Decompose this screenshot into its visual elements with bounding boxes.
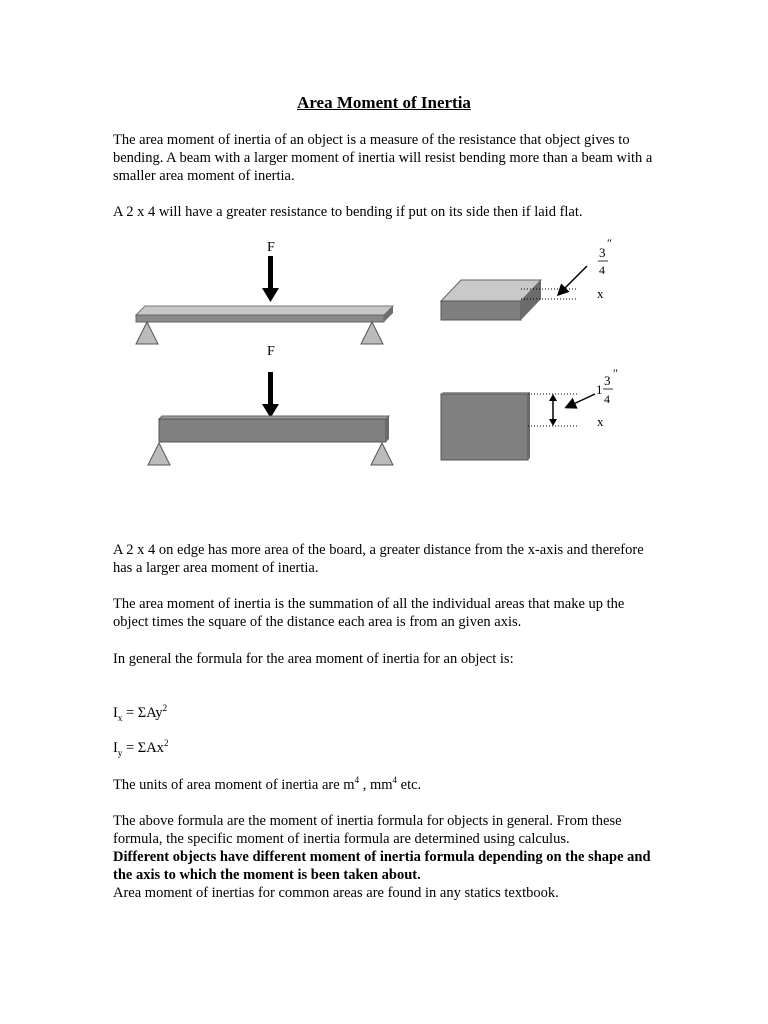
flat-dim-inch: ″ — [607, 236, 612, 250]
force-arrow-bottom — [262, 372, 279, 418]
force-label-top: F — [267, 240, 275, 255]
edge-cross-section — [441, 392, 530, 460]
beam-diagram — [0, 230, 768, 480]
formula-ix: $I_x = \Sigma Ay^2$ — [113, 703, 168, 723]
closing-paragraph — [113, 812, 653, 902]
summation-paragraph: The area moment of inertia is the summation of all the individual areas that make up the object times the square of the distance each area is from an given axis. — [113, 596, 625, 630]
edge-height-dimension — [549, 394, 557, 426]
closing-plain-text: The above formula are the moment of inertia formula for objects in general. From these formula, the specific moment of inertia formula are determined using calculus. — [113, 813, 622, 847]
edge-dim-inch: ″ — [613, 366, 618, 380]
edge-dim-denominator: 4 — [604, 392, 610, 406]
page-title: Area Moment of Inertia — [297, 93, 471, 112]
closing-bold-text: Different objects have different moment of inertia formula depending on the shape and the axis to which the moment is been taken about. — [113, 849, 651, 883]
edge-explanation-paragraph: A 2 x 4 on edge has more area of the board, a greater distance from the x-axis and therefore has a larger area moment of inertia. — [113, 542, 644, 576]
edge-beam — [159, 416, 389, 442]
flat-dim-arrow — [559, 266, 587, 294]
general-formula-intro: In general the formula for the area moment of inertia for an object is: — [113, 651, 514, 667]
comparison-paragraph: A 2 x 4 will have a greater resistance to bending if put on its side then if laid flat. — [113, 204, 583, 220]
edge-dim-whole: 1 — [596, 382, 603, 397]
left-support-bottom — [148, 443, 170, 465]
formula-iy: $I_y = \Sigma Ax^2$ — [113, 738, 169, 758]
right-support-bottom — [371, 443, 393, 465]
intro-paragraph: The area moment of inertia of an object is a measure of the resistance that object gives to bending. A beam with a larger moment of inertia will resist bending more than a beam with a smaller area moment of inertia. — [113, 132, 653, 184]
force-label-bottom: F — [267, 344, 275, 359]
flat-dim-numerator: 3 — [599, 245, 606, 260]
flat-axis-label: x — [597, 286, 604, 301]
right-support-top — [361, 322, 383, 344]
flat-cross-section — [441, 280, 541, 320]
closing-end-text: Area moment of inertias for common areas are found in any statics textbook. — [113, 885, 559, 901]
units-paragraph: The units of area moment of inertia are $m^4$ , $mm^4$ etc. — [113, 775, 422, 793]
force-arrow-top — [262, 256, 279, 302]
flat-dim-denominator: 4 — [599, 263, 605, 277]
edge-dim-numerator: 3 — [604, 373, 611, 388]
edge-dim-arrow — [567, 394, 595, 407]
flat-beam — [136, 306, 393, 322]
left-support-top — [136, 322, 158, 344]
edge-axis-label: x — [597, 414, 604, 429]
